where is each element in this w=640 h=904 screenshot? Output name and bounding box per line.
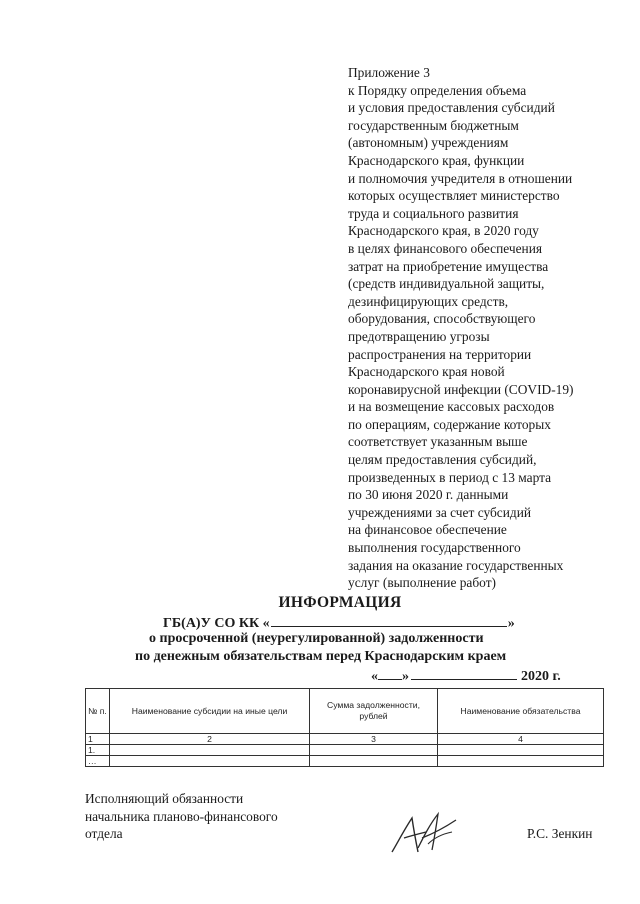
header-subsidy-name: Наименование субсидии на иные цели — [110, 689, 310, 734]
table-cell — [310, 756, 438, 767]
table-cell — [438, 745, 604, 756]
appendix-line: Краснодарского края, в 2020 году — [348, 223, 539, 239]
appendix-line: произведенных в период с 13 марта — [348, 469, 552, 485]
day-blank — [378, 667, 402, 680]
appendix-line: в целях финансового обеспечения — [348, 240, 543, 256]
table-cell: 3 — [310, 734, 438, 745]
document-title: ИНФОРМАЦИЯ — [278, 594, 402, 611]
appendix-line: и условия предоставления субсидий — [348, 100, 555, 116]
signatory-name: Р.С. Зенкин — [527, 826, 593, 841]
appendix-line: государственным бюджетным — [348, 117, 519, 133]
table-cell — [110, 745, 310, 756]
table-cell — [110, 756, 310, 767]
table-header-row — [86, 689, 604, 734]
table-cell: 2 — [110, 734, 310, 745]
header-number: № п. — [86, 689, 110, 734]
appendix-line: учреждениями за счет субсидий — [348, 504, 532, 520]
appendix-line: коронавирусной инфекции (COVID-19) — [348, 381, 574, 397]
appendix-line: которых осуществляет министерство — [348, 188, 560, 204]
appendix-reference — [348, 64, 634, 592]
subtitle-line-2: по денежным обязательствам перед Краснодарским краем — [135, 649, 507, 664]
appendix-line: Краснодарского края, функции — [348, 152, 525, 168]
table-numbering-row — [86, 734, 604, 745]
organization-name-blank — [271, 614, 507, 627]
appendix-line: по операциям, содержание которых — [348, 416, 551, 432]
table-row — [86, 756, 604, 767]
debt-table — [85, 688, 604, 767]
appendix-line: услуг (выполнение работ) — [348, 575, 497, 591]
header-debt-amount: Сумма задолженности, рублей — [310, 689, 438, 734]
appendix-line: (средств индивидуальной защиты, — [348, 276, 545, 292]
date-quote-close: » — [402, 669, 409, 684]
organization-suffix: » — [507, 616, 515, 631]
table-cell — [438, 756, 604, 767]
date-quote-open: « — [371, 669, 378, 684]
appendix-line: целям предоставления субсидий, — [348, 452, 537, 468]
organization-prefix: ГБ(А)У СО КК « — [163, 616, 270, 631]
table-cell: 1 — [86, 734, 110, 745]
appendix-line: к Порядку определения объема — [348, 82, 527, 98]
appendix-line: соответствует указанным выше — [348, 434, 528, 450]
appendix-line: и на возмещение кассовых расходов — [348, 399, 555, 415]
position-line: отдела — [85, 826, 123, 842]
appendix-line: затрат на приобретение имущества — [348, 258, 549, 274]
appendix-line: задания на оказание государственных — [348, 557, 564, 573]
appendix-line: оборудования, способствующего — [348, 311, 536, 327]
appendix-line: выполнения государственного — [348, 540, 521, 556]
appendix-line: труда и социального развития — [348, 205, 519, 221]
appendix-line: на финансовое обеспечение — [348, 522, 507, 538]
appendix-line: предотвращению угрозы — [348, 328, 490, 344]
appendix-line: (автономным) учреждениям — [348, 135, 509, 151]
appendix-line: и полномочия учредителя в отношении — [348, 170, 573, 186]
appendix-line: дезинфицирующих средств, — [348, 293, 509, 309]
appendix-line: распространения на территории — [348, 346, 532, 362]
table-cell: 1. — [86, 745, 110, 756]
position-line: Исполняющий обязанности — [85, 791, 244, 806]
position-line: начальника планово-финансового — [85, 808, 278, 824]
organization-line — [163, 614, 515, 632]
table-row — [86, 745, 604, 756]
date-year: 2020 г. — [521, 669, 561, 684]
subtitle-line-1: о просроченной (неурегулированной) задолженности — [149, 631, 484, 646]
month-blank — [411, 667, 517, 680]
table-cell — [310, 745, 438, 756]
appendix-line: Приложение 3 — [348, 65, 430, 80]
date-line — [371, 667, 561, 685]
handwritten-signature — [388, 808, 460, 856]
appendix-line: по 30 июня 2020 г. данными — [348, 487, 509, 503]
table-cell: … — [86, 756, 110, 767]
table-cell: 4 — [438, 734, 604, 745]
signatory-position — [85, 790, 278, 843]
header-obligation-name: Наименование обязательства — [438, 689, 604, 734]
appendix-line: Краснодарского края новой — [348, 364, 505, 380]
